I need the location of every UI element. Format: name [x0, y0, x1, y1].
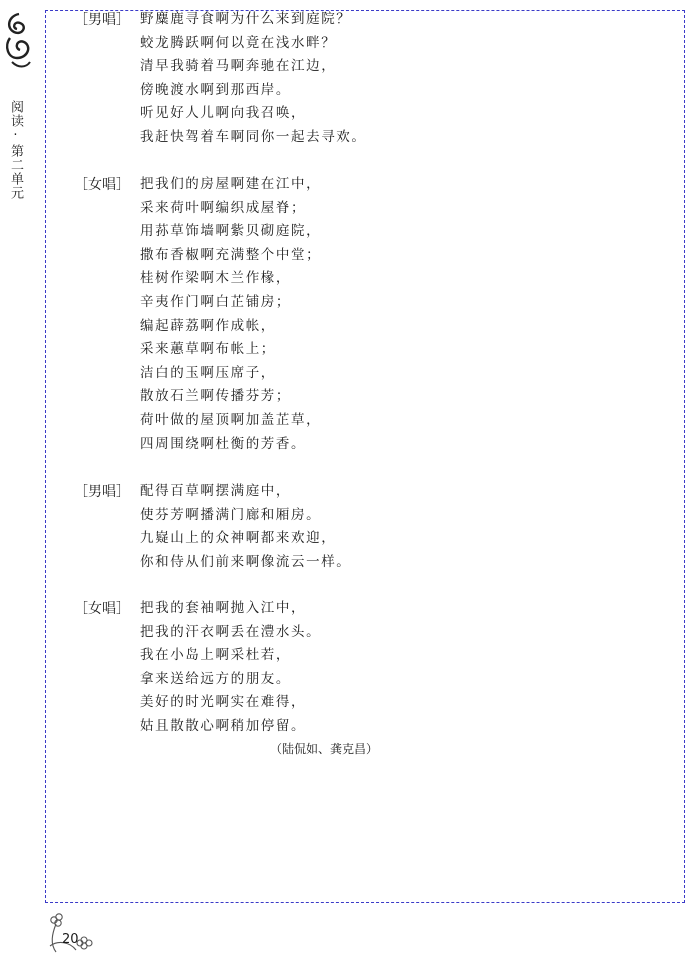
verse-line: 编起薜荔啊作成帐，: [140, 317, 276, 334]
verse-line: 辛夷作门啊白芷铺房；: [140, 293, 291, 310]
verse-line: 美好的时光啊实在难得，: [140, 694, 307, 711]
verse-line: 用荪草饰墙啊紫贝砌庭院，: [140, 223, 322, 240]
translator-attribution: （陆侃如、龚克昌）: [270, 742, 379, 756]
verse-line: 采来蕙草啊布帐上；: [140, 341, 276, 358]
verse-line: 桂树作梁啊木兰作椽，: [140, 270, 291, 287]
role-label: ［女唱］: [74, 601, 130, 617]
decorative-swirl-icon: [2, 10, 36, 70]
verse-line: 野麋鹿寻食啊为什么来到庭院？: [140, 11, 352, 27]
role-label: ［男唱］: [74, 484, 130, 500]
verse-line: 听见好人儿啊向我召唤，: [140, 105, 307, 122]
verse-line: 傍晚渡水啊到那西岸。: [140, 81, 291, 98]
verse-line: 撒布香椒啊充满整个中堂；: [140, 246, 322, 263]
verse-line: 把我的汗衣啊丢在澧水头。: [140, 623, 322, 640]
unit-label: 阅读·第二单元: [8, 100, 23, 200]
verse-line: 你和侍从们前来啊像流云一样。: [140, 553, 352, 570]
verse-line: 我赶快驾着车啊同你一起去寻欢。: [140, 128, 367, 145]
verse-line: 洁白的玉啊压席子，: [140, 364, 276, 381]
verse-line: 采来荷叶啊编织成屋脊；: [140, 199, 307, 216]
verse-line: 把我们的房屋啊建在江中，: [140, 176, 322, 192]
verse-line: 九嶷山上的众神啊都来欢迎，: [140, 530, 337, 547]
role-label: ［男唱］: [74, 12, 130, 28]
verse-line: 姑且散散心啊稍加停留。: [140, 717, 307, 734]
verse-line: 蛟龙腾跃啊何以竟在浅水畔？: [140, 34, 337, 51]
verse-line: 我在小岛上啊采杜若，: [140, 647, 291, 664]
verse-line: 使芬芳啊播满门廊和厢房。: [140, 506, 322, 523]
verse-line: 清早我骑着马啊奔驰在江边，: [140, 58, 337, 75]
verse-line: 拿来送给远方的朋友。: [140, 670, 291, 687]
page-number: 20: [62, 932, 79, 947]
verse-line: 荷叶做的屋顶啊加盖芷草，: [140, 411, 322, 428]
verse-line: 配得百草啊摆满庭中，: [140, 483, 291, 499]
verse-line: 四周围绕啊杜衡的芳香。: [140, 435, 307, 452]
role-label: ［女唱］: [74, 177, 130, 193]
verse-line: 把我的套袖啊抛入江中，: [140, 600, 307, 616]
verse-line: 散放石兰啊传播芬芳；: [140, 388, 291, 405]
